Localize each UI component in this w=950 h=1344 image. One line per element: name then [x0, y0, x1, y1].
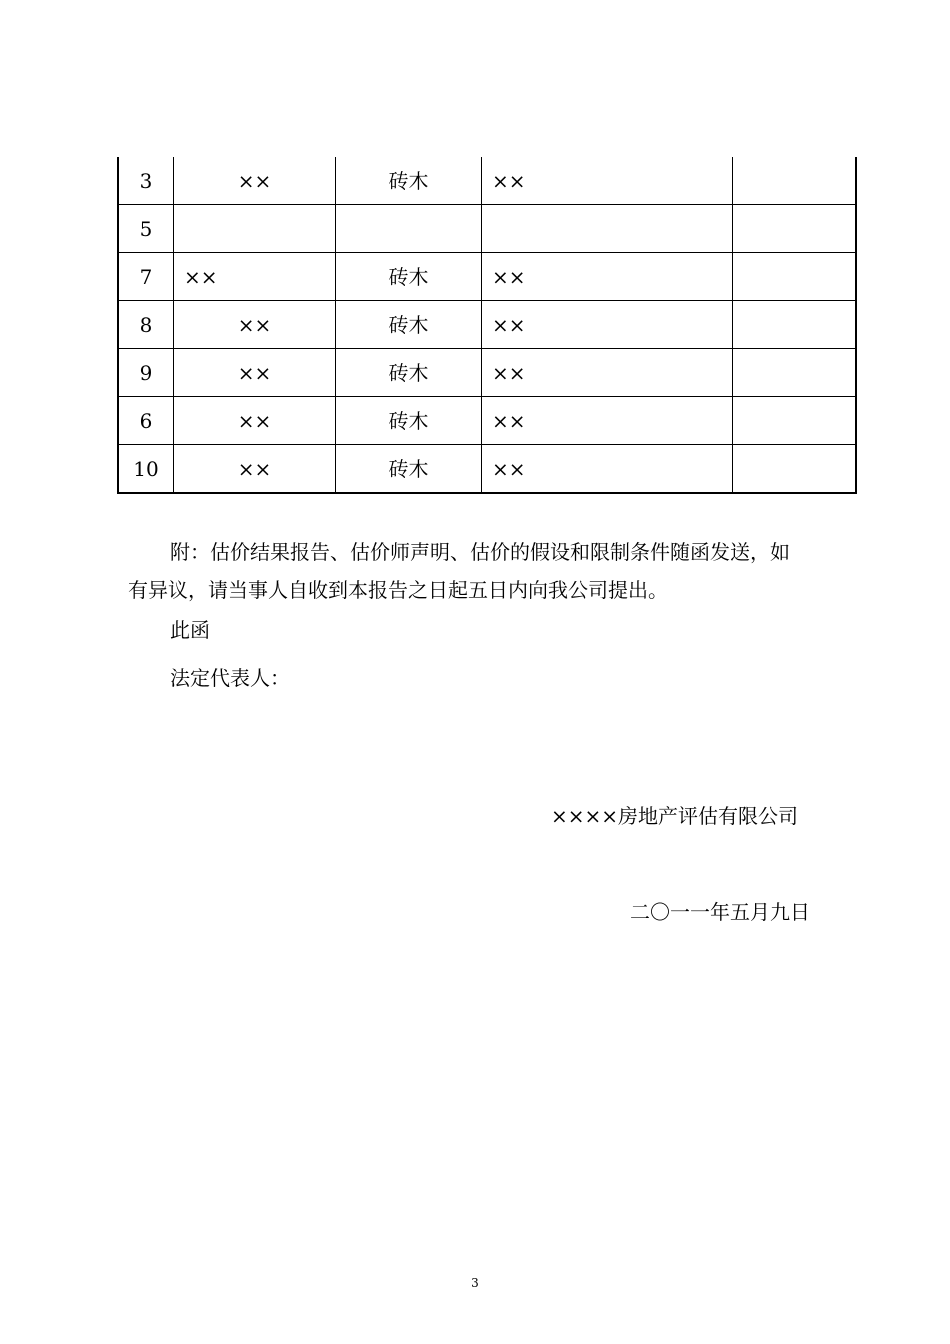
row-number-cell: 5: [118, 205, 174, 253]
location-cell: [482, 205, 733, 253]
note-cell: [733, 397, 857, 445]
note-cell: [733, 445, 857, 494]
company-name: ××××房地产评估有限公司: [551, 804, 799, 828]
location-cell: ××: [482, 397, 733, 445]
structure-cell: 砖木: [336, 301, 482, 349]
structure-cell: 砖木: [336, 349, 482, 397]
row-number-cell: 3: [118, 157, 174, 205]
structure-cell: 砖木: [336, 397, 482, 445]
table-row: [118, 205, 856, 253]
table-row: [118, 349, 856, 397]
table-row: [118, 253, 856, 301]
location-cell: ××: [482, 349, 733, 397]
property-table-body: [118, 157, 856, 493]
table-row: [118, 301, 856, 349]
note-cell: [733, 301, 857, 349]
property-name-cell: ××: [174, 253, 336, 301]
note-cell: [733, 349, 857, 397]
location-cell: ××: [482, 253, 733, 301]
property-name-cell: ××: [174, 301, 336, 349]
property-name-cell: ××: [174, 157, 336, 205]
structure-cell: [336, 205, 482, 253]
row-number-cell: 9: [118, 349, 174, 397]
note-cell: [733, 157, 857, 205]
property-table: [117, 157, 857, 494]
letter-closing: 此函: [170, 618, 210, 642]
table-row: [118, 445, 856, 494]
row-number-cell: 10: [118, 445, 174, 494]
location-cell: ××: [482, 157, 733, 205]
table-row: [118, 397, 856, 445]
structure-cell: 砖木: [336, 157, 482, 205]
attachment-note-line-1: 附：估价结果报告、估价师声明、估价的假设和限制条件随函发送，如: [170, 540, 790, 564]
table-row: [118, 157, 856, 205]
structure-cell: 砖木: [336, 253, 482, 301]
note-cell: [733, 253, 857, 301]
property-name-cell: [174, 205, 336, 253]
legal-representative-label: 法定代表人：: [170, 666, 290, 690]
property-name-cell: ××: [174, 445, 336, 494]
row-number-cell: 6: [118, 397, 174, 445]
page-number: 3: [471, 1276, 479, 1290]
attachment-note-line-2: 有异议，请当事人自收到本报告之日起五日内向我公司提出。: [128, 578, 668, 602]
row-number-cell: 8: [118, 301, 174, 349]
row-number-cell: 7: [118, 253, 174, 301]
note-cell: [733, 205, 857, 253]
structure-cell: 砖木: [336, 445, 482, 494]
property-name-cell: ××: [174, 349, 336, 397]
property-name-cell: ××: [174, 397, 336, 445]
letter-date: 二〇一一年五月九日: [630, 900, 810, 924]
location-cell: ××: [482, 301, 733, 349]
location-cell: ××: [482, 445, 733, 494]
